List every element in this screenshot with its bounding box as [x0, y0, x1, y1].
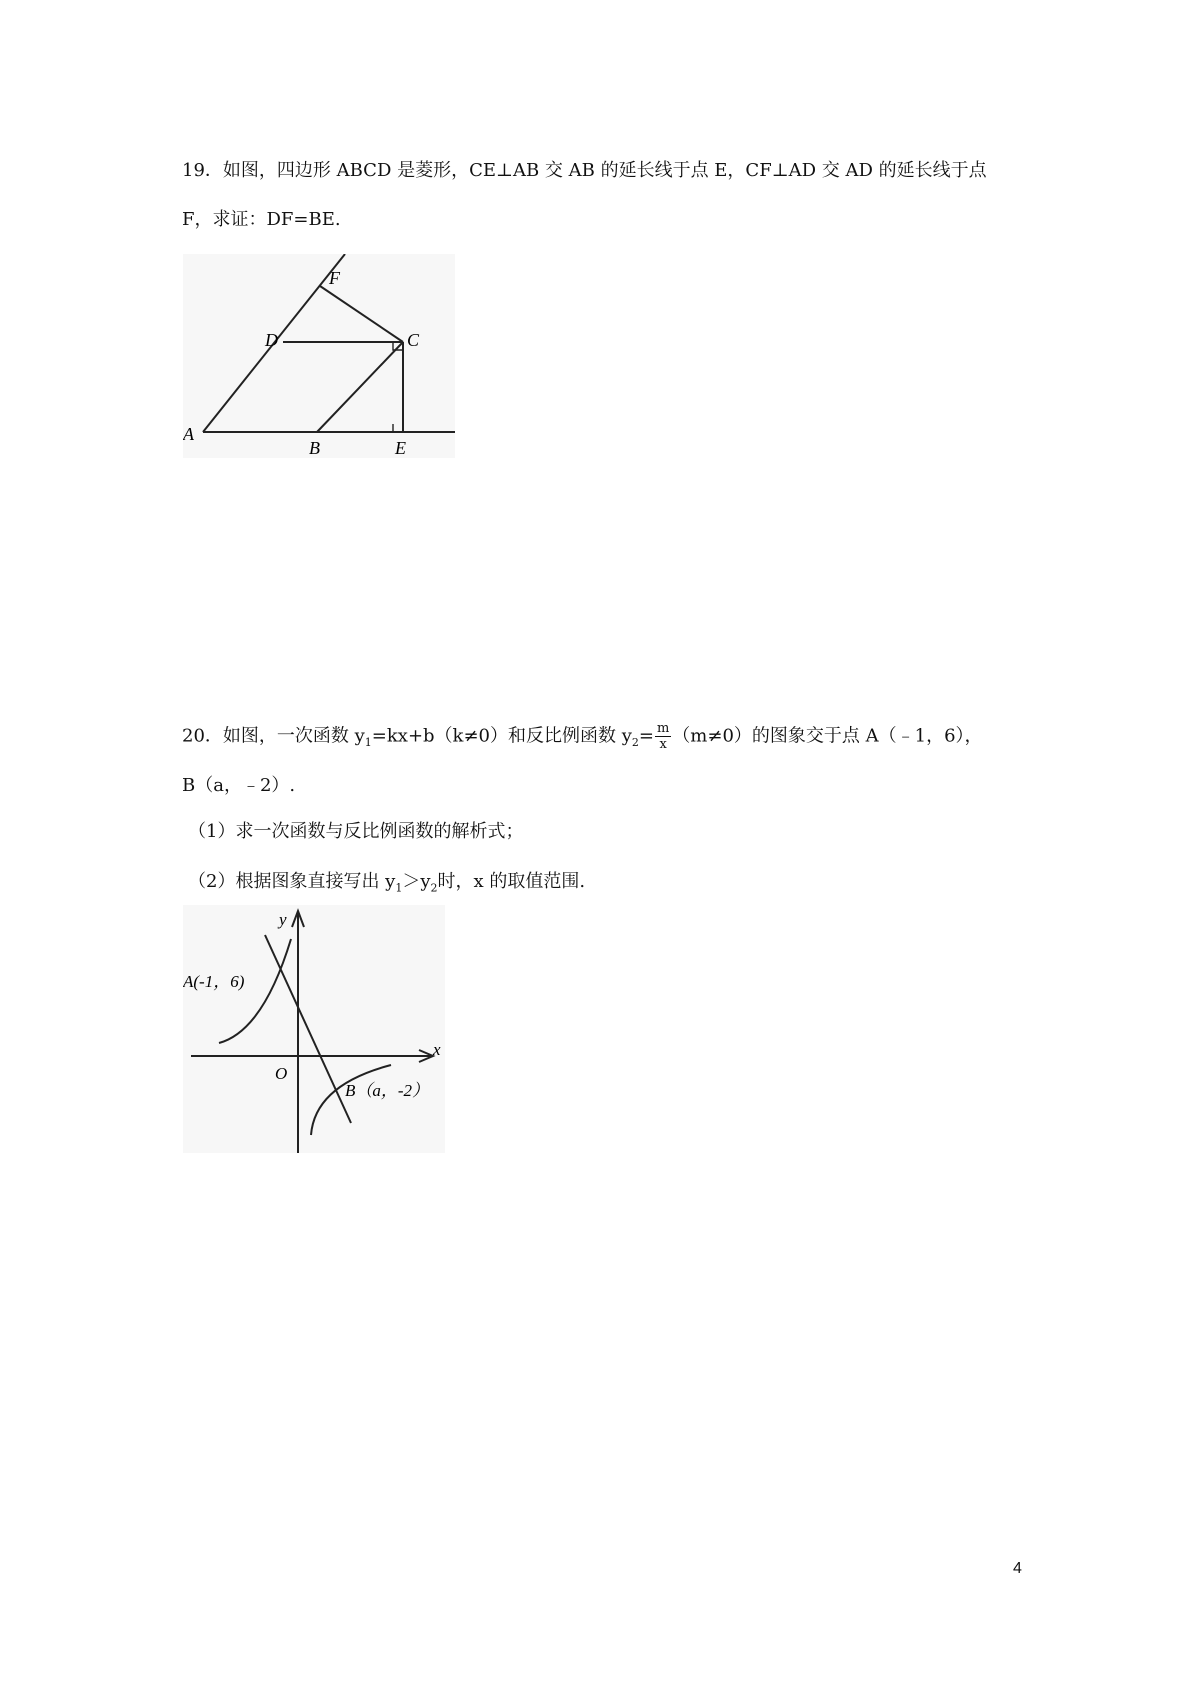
- function-graph-figure: [183, 905, 445, 1153]
- q20-sub-1: 1: [364, 736, 372, 750]
- y-axis-label: y: [279, 910, 287, 929]
- q20-part2-a: （2）根据图象直接写出 y: [188, 871, 396, 892]
- q20-suffix: （m≠0）的图象交于点 A（﹣1，6），: [672, 725, 983, 747]
- q20-part-2: [188, 868, 585, 903]
- q20-part2-sub-1: 1: [395, 881, 403, 895]
- point-a-label: A(-1，6): [183, 972, 245, 991]
- rhombus-figure: [183, 254, 455, 458]
- label-c: C: [407, 330, 420, 350]
- q20-part2-sub-2: 2: [430, 881, 438, 895]
- label-a: A: [183, 424, 194, 444]
- q19-line-1: 19．如图，四边形 ABCD 是菱形，CE⊥AB 交 AB 的延长线于点 E，CF⊥AD 交 AD 的延长线于点: [182, 160, 987, 181]
- fraction-denominator: x: [659, 737, 667, 752]
- q20-line-1: [182, 721, 983, 757]
- q20-part2-c: 时，x 的取值范围.: [437, 871, 586, 892]
- fraction-m-over-x: [655, 721, 671, 752]
- x-axis-label: x: [433, 1040, 441, 1059]
- q20-line-2: B（a，﹣2）.: [182, 775, 296, 796]
- label-d: D: [265, 330, 278, 350]
- q20-sub-2: 2: [631, 736, 639, 750]
- point-b-label: B（a，-2）: [345, 1081, 430, 1100]
- q19-line-2: F，求证：DF=BE.: [182, 209, 341, 230]
- label-e: E: [395, 438, 406, 458]
- label-f: F: [329, 268, 340, 288]
- q20-mid-1: =kx+b（k≠0）和反比例函数 y: [371, 725, 632, 747]
- page-number: 4: [1013, 1560, 1022, 1577]
- q20-mid-2: =: [638, 725, 654, 747]
- q20-part-1: （1）求一次函数与反比例函数的解析式；: [188, 821, 524, 842]
- label-b: B: [309, 438, 320, 458]
- q20-prefix: 20．如图，一次函数 y: [182, 725, 365, 747]
- fraction-numerator: m: [656, 721, 670, 736]
- origin-label: O: [275, 1064, 288, 1083]
- q20-part2-b: ＞y: [402, 871, 431, 892]
